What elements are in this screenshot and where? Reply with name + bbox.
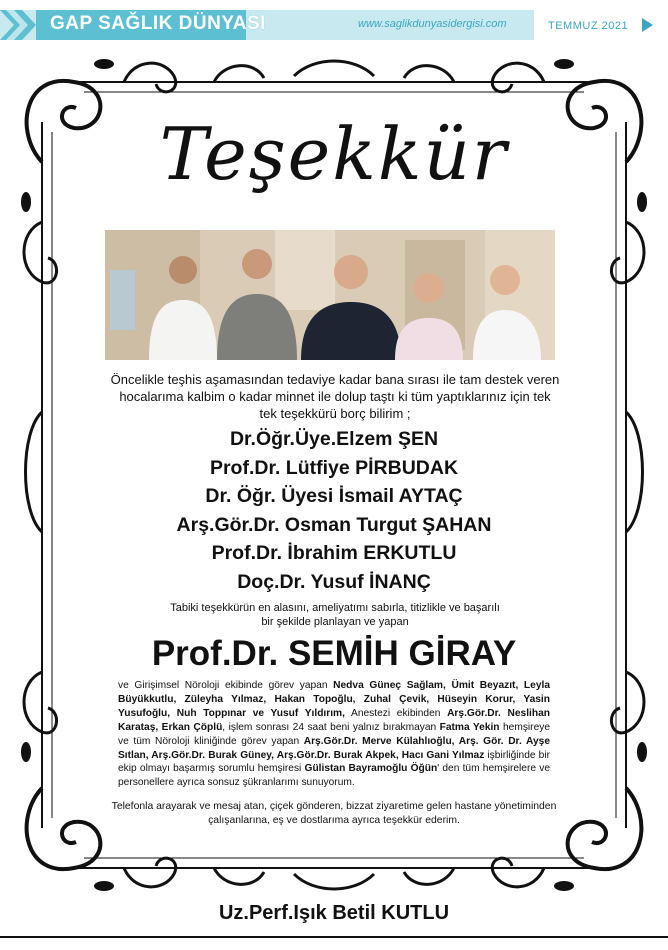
- body-text-span: hemşireye ve tüm Nöroloji kliniğinde görev yapan: [118, 721, 550, 747]
- surgeon-intro-text: [120, 601, 550, 629]
- list-item: Arş.Gör.Dr. Osman Turgut ŞAHAN: [176, 513, 492, 536]
- body-bold-span: Fatma Yekin: [439, 721, 500, 733]
- list-item: Doç.Dr. Yusuf İNANÇ: [237, 570, 431, 593]
- header-logo-mark: [0, 10, 36, 40]
- body-bold-span: Gülistan Bayramoğlu Öğün: [304, 763, 438, 775]
- body-bold-span: Arş.Gör.Dr. Merve Külahlıoğlu, Arş. Gör. Dr. Ayşe Sıtlan, Arş.Gör.Dr. Burak Güney, Arş.Gör.Dr. Burak Akpek, Hacı Gani Yılmaz: [118, 735, 550, 761]
- team-thanks-paragraph: [118, 679, 550, 790]
- thanked-names-list: [0, 425, 668, 596]
- body-text-span: ' den tüm hemşirelere ve personellere ayrıca sonsuz şükranlarımı sunuyorum.: [118, 763, 550, 789]
- list-item: Prof.Dr. Lütfiye PİRBUDAK: [209, 456, 459, 479]
- group-photo: [105, 230, 555, 360]
- body-text-span: işbirliğinde bir ekip olmayı başarmış sorumlu hemşiresi: [118, 749, 550, 775]
- footer-divider: [0, 936, 668, 938]
- page-header: [0, 0, 668, 50]
- body-text-span: ve Girişimsel Nöroloji ekibinde görev yapan: [118, 680, 334, 691]
- play-arrow-icon[interactable]: [642, 18, 653, 32]
- magazine-title: GAP SAĞLIK DÜNYASI: [50, 13, 266, 34]
- body-bold-span: Nedva Güneç Sağlam, Ümit Beyazıt, Leyla Büyükkutlu, Züleyha Yılmaz, Hakan Topoğlu, Zuhal Çevik, Hüseyin Korur, Yasin Yusufoğlu, Nuh Toppınar ve Yusuf Yıldırım,: [118, 680, 550, 719]
- intro-text: Öncelikle teşhis aşamasından tedaviye kadar bana sırası ile tam destek veren hocalarıma kalbim o kadar minnet ile dolup taştı ki tüm yaptıklarınız için tek tek teşekkürü borç bilirim ;: [110, 372, 560, 421]
- page-title: Teşekkür: [159, 112, 509, 196]
- body-text-span: Anestezi ekibinden: [344, 707, 448, 719]
- closing-text: Telefonla arayarak ve mesaj atan, çiçek gönderen, bizzat ziyaretime gelen hastane yönetiminden çalışanlarına, eş ve dostlarıma ayrıca teşekkür ederim.: [111, 801, 557, 826]
- list-item: Prof.Dr. İbrahim ERKUTLU: [211, 542, 457, 564]
- list-item: Dr. Öğr. Üyesi İsmail AYTAÇ: [205, 485, 463, 507]
- signature: Uz.Perf.Işık Betil KUTLU: [218, 902, 450, 924]
- list-item: Dr.Öğr.Üye.Elzem ŞEN: [229, 428, 439, 450]
- issue-date: TEMMUZ 2021: [548, 20, 629, 32]
- surgeon-intro-line: bir şekilde planlayan ve yapan: [261, 616, 409, 628]
- body-bold-span: Arş.Gör.Dr. Neslihan Karataş, Erkan Çöplü: [118, 707, 550, 733]
- magazine-url[interactable]: www.saglikdunyasidergisi.com: [358, 18, 507, 30]
- body-text-span: , işlem sonrası 24 saat beni yalnız bırakmayan: [222, 721, 440, 733]
- surgeon-name: Prof.Dr. SEMİH GİRAY: [151, 634, 517, 673]
- surgeon-intro-line: Tabiki teşekkürün en alasını, ameliyatımı sabırla, titizlikle ve başarılı: [170, 602, 500, 614]
